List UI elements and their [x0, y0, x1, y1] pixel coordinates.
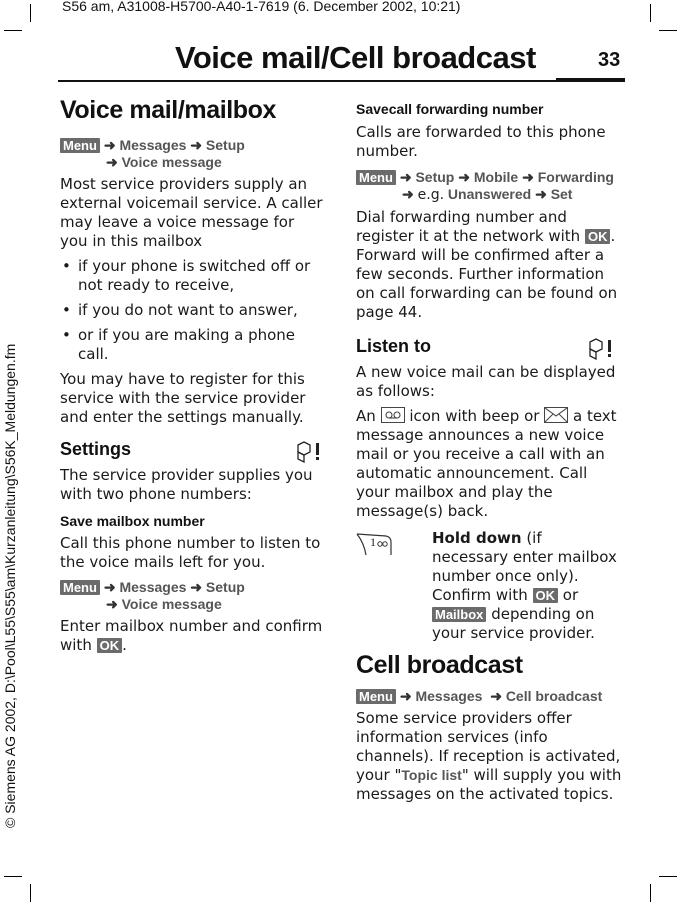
- arrow-icon: ➜: [106, 596, 118, 612]
- arrow-icon: ➜: [106, 154, 118, 170]
- left-column: [60, 96, 326, 655]
- menu-key[interactable]: Menu: [60, 580, 100, 595]
- menu-item: Setup: [415, 169, 455, 185]
- menu-item: Voice message: [121, 596, 222, 612]
- page-title: Voice mail/Cell broadcast: [175, 40, 536, 75]
- menu-item: Cell broadcast: [505, 688, 603, 704]
- running-head: S56 am, A31008-H5700-A40-1-7619 (6. December 2002, 10:21): [62, 0, 461, 14]
- cell-broadcast-heading: Cell broadcast: [356, 651, 523, 679]
- menu-item: Setup: [205, 137, 245, 153]
- crop-mark: [30, 884, 31, 902]
- header-rule: [58, 80, 625, 82]
- key-digit: 1: [370, 535, 376, 549]
- arrow-icon: ➜: [190, 579, 203, 595]
- menu-item: Messages: [119, 579, 187, 595]
- savecall-text: Calls are forwarded to this phone number.: [356, 123, 606, 160]
- settings-text: The service provider supplies you with two phone numbers:: [60, 466, 313, 503]
- listen-to-heading: Listen to: [356, 336, 431, 356]
- arrow-icon: ➜: [399, 169, 412, 185]
- crop-mark: [30, 4, 31, 22]
- bullet-item: • if your phone is switched off or not ready to receive,: [60, 257, 326, 295]
- ok-key[interactable]: OK: [585, 229, 611, 244]
- menu-path: [60, 579, 326, 613]
- savecall-heading: Savecall forwarding number: [356, 101, 544, 117]
- menu-item: Voice message: [121, 154, 222, 170]
- menu-item: Setup: [205, 579, 245, 595]
- listen-text: A new voice mail can be displayed as follows:: [356, 363, 616, 400]
- menu-item: Set: [550, 186, 573, 202]
- save-mailbox-heading: Save mailbox number: [60, 513, 205, 529]
- crop-mark: [4, 30, 22, 31]
- key-1-icon: [356, 533, 392, 557]
- dial-text: Dial forwarding number and register it at the network with OK . Forward will be confirmed after a few seconds. Further information on call forwarding can be found on page 44.: [356, 208, 618, 321]
- crop-mark: [650, 4, 651, 22]
- arrow-icon: ➜: [458, 169, 470, 185]
- topic-list-label: Topic list: [401, 767, 462, 783]
- menu-path: [356, 688, 622, 705]
- arrow-icon: ➜: [103, 137, 116, 153]
- hold-down-text: Hold down (if necessary enter mailbox number once only). Confirm with OK or Mailbox depending on your service provider.: [432, 529, 617, 642]
- arrow-icon: ➜: [402, 186, 414, 202]
- menu-path: [60, 137, 326, 171]
- menu-item: Forwarding: [537, 169, 614, 185]
- arrow-icon: ➜: [190, 137, 203, 153]
- envelope-icon: [544, 407, 568, 423]
- arrow-icon: ➜: [522, 169, 534, 185]
- settings-heading: Settings: [60, 439, 132, 459]
- mailbox-key[interactable]: Mailbox: [432, 607, 486, 622]
- network-dependent-icon: [584, 338, 616, 360]
- menu-item: Mobile: [473, 169, 519, 185]
- crop-mark: [659, 876, 677, 877]
- crop-mark: [650, 884, 651, 902]
- arrow-icon: ➜: [535, 186, 547, 202]
- menu-path: [356, 169, 622, 204]
- header-rule-accent: [556, 78, 625, 81]
- register-text: You may have to register for this service with the service provider and enter the settings manually.: [60, 370, 306, 426]
- voice-mail-heading: Voice mail/mailbox: [60, 96, 277, 124]
- menu-item: Unanswered: [447, 186, 532, 202]
- menu-item: Messages: [415, 688, 483, 704]
- eg-text: e.g.: [417, 187, 445, 203]
- arrow-icon: ➜: [399, 688, 412, 704]
- menu-key[interactable]: Menu: [60, 138, 100, 153]
- arrow-icon: ➜: [490, 688, 502, 704]
- right-column: [356, 101, 622, 804]
- menu-key[interactable]: Menu: [356, 689, 396, 704]
- crop-mark: [4, 876, 22, 877]
- page-number: 33: [598, 49, 621, 71]
- arrow-icon: ➜: [103, 579, 116, 595]
- ok-key[interactable]: OK: [97, 638, 123, 653]
- side-footer-text: © Siemens AG 2002, D:\Pool\L55\S55\am\Kurzanleitung\S56K_Meldungen.fm: [2, 343, 18, 828]
- save-mailbox-text: Call this phone number to listen to the voice mails left for you.: [60, 534, 321, 571]
- announce-text: An icon with beep or a text message announces a new voice mail or you receive a call with an automatic announcement. Call your mailbox and play the message(s) back.: [356, 407, 617, 520]
- menu-key[interactable]: Menu: [356, 170, 396, 185]
- intro-text: Most service providers supply an external voicemail service. A caller may leave a voice message for you in this mailbox: [60, 175, 323, 250]
- bullet-item: • or if you are making a phone call.: [60, 326, 326, 364]
- ok-key[interactable]: OK: [533, 588, 559, 603]
- network-dependent-icon: [292, 441, 324, 463]
- voicemail-icon: [381, 407, 405, 423]
- menu-item: Messages: [119, 137, 187, 153]
- bullet-item: • if you do not want to answer,: [60, 301, 326, 320]
- crop-mark: [659, 30, 677, 31]
- cell-text: Some service providers offer information services (info channels). If reception is activated, your "Topic list" will supply you with messages on the activated topics.: [356, 709, 622, 803]
- confirm-text: Enter mailbox number and confirm with OK .: [60, 617, 323, 654]
